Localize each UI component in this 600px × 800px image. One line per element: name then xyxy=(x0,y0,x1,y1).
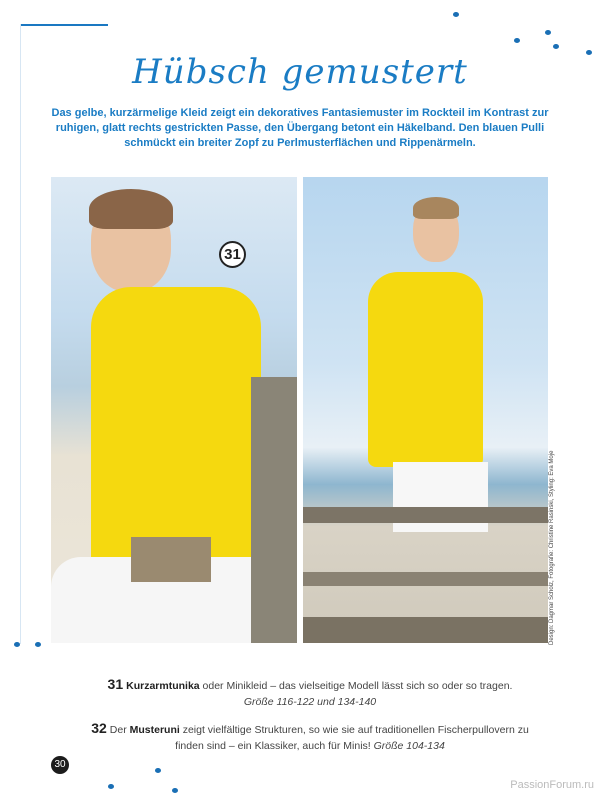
page-number: 30 xyxy=(51,756,69,774)
caption-32 xyxy=(90,720,530,754)
caption-size: Größe 104-134 xyxy=(373,740,445,752)
caption-model-name: Kurzarmtunika xyxy=(126,680,200,692)
decor-dot xyxy=(155,768,161,773)
decor-dot xyxy=(545,30,551,35)
caption-text: zeigt vielfältige Strukturen, so wie sie auf traditionellen Fischerpullovern zu finden sind – ein Klassiker, auch für Minis! xyxy=(175,724,529,752)
intro-text: Das gelbe, kurzärmelige Kleid zeigt ein dekoratives Fantasiemuster im Rockteil im Kontrast zur ruhigen, glatt rechts gestrickten Passe, den Übergang betont ein Häkelband. Den blauen Pulli schmückt ein breiter Zopf zu Perlmusterflächen und Rippenärmeln. xyxy=(51,107,549,149)
decor-dot xyxy=(514,38,520,43)
photo-model-32 xyxy=(303,177,548,643)
model-number-badge: 31 xyxy=(219,241,246,268)
decor-dot xyxy=(172,788,178,793)
yellow-pullover xyxy=(368,272,483,467)
decor-dot xyxy=(553,44,559,49)
page-title: Hübsch gemustert xyxy=(132,52,468,92)
caption-number: 31 xyxy=(107,676,124,692)
yellow-tunic xyxy=(91,287,261,577)
decor-dot xyxy=(35,642,41,647)
caption-model-name: Musteruni xyxy=(129,724,180,736)
photo-model-31 xyxy=(51,177,297,643)
decor-line xyxy=(20,24,21,644)
decor-dot xyxy=(108,784,114,789)
caption-size: Größe 116-122 und 134-140 xyxy=(243,696,377,708)
watermark: PassionForum.ru xyxy=(510,779,594,791)
decor-line xyxy=(20,24,108,26)
decor-dot xyxy=(14,642,20,647)
caption-text: Der xyxy=(109,724,130,736)
caption-number: 32 xyxy=(91,720,107,736)
decor-dot xyxy=(453,12,459,17)
caption-text: oder Minikleid – das vielseitige Modell lässt sich so oder so tragen. xyxy=(199,680,513,692)
caption-31 xyxy=(40,676,580,710)
photo-credit: Design: Dagmar Scholz, Fotografie: Christine Rasinski, Styling: Eva Moje xyxy=(549,450,555,645)
